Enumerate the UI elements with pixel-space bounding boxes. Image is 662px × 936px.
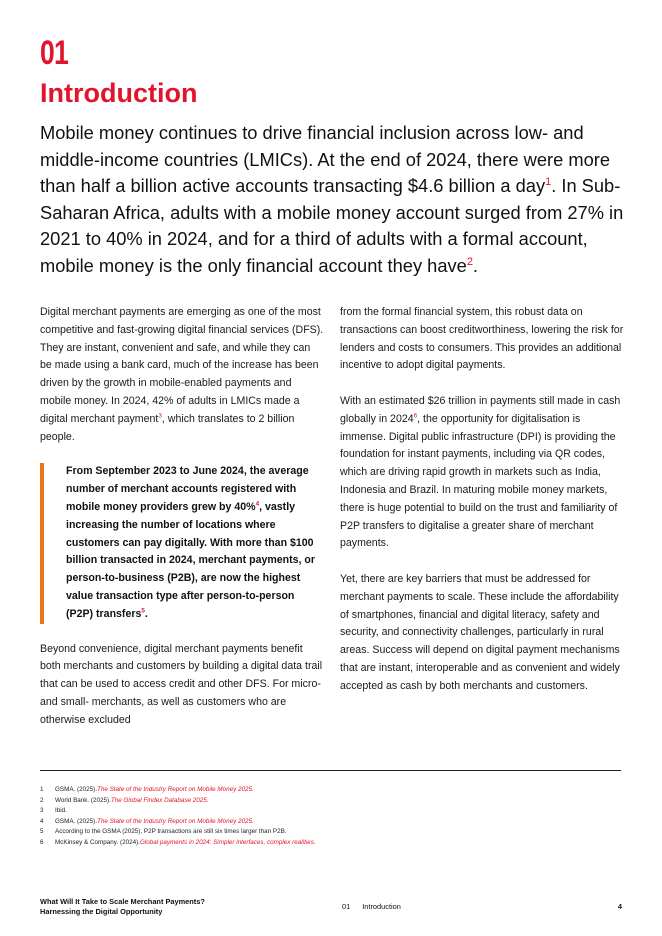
body-paragraph — [340, 393, 624, 553]
footnote-text: World Bank. (2025). — [55, 796, 111, 804]
footnote-ref-1[interactable]: 1 — [545, 176, 552, 189]
body-text: , which translates to 2 billion people. — [40, 412, 295, 443]
footnote-text: According to the GSMA (2025), P2P transactions are still six times larger than P2B. — [55, 828, 287, 836]
body-text: Digital merchant payments are emerging as one of the most competitive and fast-growing digital financial services (DFS). They are instant, convenient and safe, and while they can be made using a bank card, much of the increase has been driven by the growth in mobile-enabled payments and mobile money. In 2024, 42% of adults in LMICs made a digital merchant payment — [40, 306, 324, 425]
footnote-number: 2 — [40, 796, 44, 804]
footnote-ref-6[interactable]: 6 — [413, 412, 418, 420]
body-paragraph — [40, 304, 324, 446]
page-title: Introduction — [40, 78, 198, 108]
footnote-text: GSMA. (2025). — [55, 817, 97, 825]
footnotes-list — [40, 785, 630, 849]
footnote-item — [40, 838, 630, 849]
lead-text-1: Mobile money continues to drive financial inclusion across low- and middle-income countries (LMICs). At the end of 2024, there were more than half a billion active accounts transacting $4.6 billion a day — [40, 122, 611, 197]
chapter-number: 01 — [40, 34, 68, 72]
footnote-number: 5 — [40, 828, 44, 836]
footnote-item — [40, 827, 630, 838]
footer-chapter-title: Introduction — [362, 902, 401, 911]
footnote-ref-3[interactable]: 3 — [158, 412, 162, 420]
quote-text: , vastly increasing the number of locations where customers can pay digitally. With more than $100 billion transacted in 2024, merchant payments, or person-to-business (P2B), are now the highest value transaction type after person-to-person (P2P) transfers — [66, 500, 316, 620]
footnote-number: 1 — [40, 786, 44, 793]
lead-text-3: . — [472, 254, 479, 276]
footnote-item — [40, 817, 630, 828]
footer-chapter — [342, 902, 401, 911]
footnote-ref-4[interactable]: 4 — [255, 500, 260, 508]
right-column — [340, 304, 624, 696]
footer-title-line1: What Will It Take to Scale Merchant Payments? — [40, 897, 205, 906]
footnote-text: GSMA. (2025). — [55, 786, 97, 793]
body-paragraph: from the formal financial system, this robust data on transactions can boost creditworthiness, lowering the risk for lenders and costs to consumers. This provides an additional incentive to adopt digital payments. — [340, 306, 624, 372]
footnote-number: 6 — [40, 838, 44, 846]
body-paragraph: Beyond convenience, digital merchant payments benefit both merchants and customers by building a digital data trail that can be used to access credit and other DFS. For micro- and small- merchants, as well as customers who are otherwise excluded — [40, 642, 323, 726]
footnote-link[interactable]: The Global Findex Database 2025. — [110, 796, 209, 804]
lead-text-2: . In Sub-Saharan Africa, adults with a mobile money account surged from 27% in 2021 to 40% in 2024, and for a third of adults with a formal account, mobile money is the only financial account they have — [40, 175, 624, 276]
page-number: 4 — [617, 902, 622, 911]
footnote-number: 4 — [40, 817, 44, 825]
footer-report-title — [40, 897, 205, 917]
left-column — [40, 304, 324, 730]
body-paragraph: Yet, there are key barriers that must be addressed for merchant payments to scale. These include the affordability of smartphones, financial and digital literacy, safety and security, and connectivity challenges, particularly in rural areas. Success will depend on digital payment mechanisms that are instant, interoperable and as convenient and widely accepted as cash by both merchants and customers. — [340, 572, 620, 692]
footnote-item — [40, 785, 630, 796]
footnote-link[interactable]: The State of the Industry Report on Mobile Money 2025. — [97, 786, 254, 793]
footnote-item — [40, 796, 630, 807]
pull-quote — [40, 463, 324, 623]
lead-paragraph — [40, 120, 630, 280]
footnote-number: 3 — [40, 807, 44, 815]
footnote-text: McKinsey & Company. (2024). — [55, 838, 140, 846]
footnote-item — [40, 806, 630, 817]
footnote-link[interactable]: The State of the Industry Report on Mobile Money 2025. — [97, 817, 254, 825]
footer-chapter-number: 01 — [342, 902, 351, 911]
quote-text: From September 2023 to June 2024, the average number of merchant accounts registered with mobile money providers grew by 40% — [66, 465, 309, 513]
footnote-divider — [40, 770, 621, 771]
footnote-ref-2[interactable]: 2 — [466, 255, 473, 268]
footer-title-line2: Harnessing the Digital Opportunity — [40, 907, 163, 916]
body-text: , the opportunity for digitalisation is immense. Digital public infrastructure (DPI) is providing the foundation for instant payments, including via QR codes, which are driving rapid growth in markets such as India, Indonesia and Brazil. In maturing mobile money markets, there is huge potential to build on the trust and familiarity of P2P transfers to digitalise a greater share of merchant payments. — [340, 412, 618, 550]
quote-text: . — [144, 607, 148, 620]
body-text: With an estimated $26 trillion in payments still made in cash globally in 2024 — [340, 394, 621, 425]
footnote-text: Ibid. — [55, 807, 67, 815]
footnote-ref-5[interactable]: 5 — [141, 607, 145, 615]
footnote-link[interactable]: Global payments in 2024: Simpler interfaces, complex realities. — [139, 838, 316, 846]
